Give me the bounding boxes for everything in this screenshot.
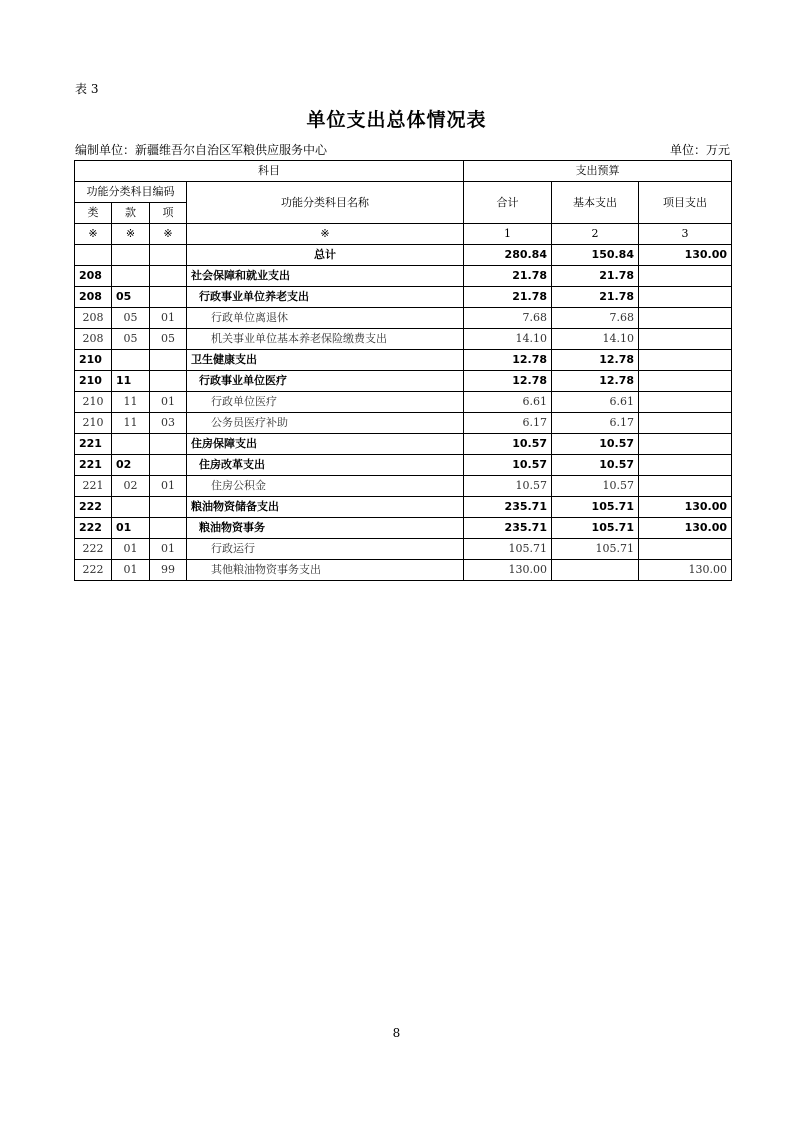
cell-basic: 105.71	[552, 518, 639, 539]
cell-basic: 21.78	[552, 287, 639, 308]
cell-project	[639, 371, 732, 392]
page-number: 8	[392, 1026, 401, 1040]
cell-kuan: 11	[112, 413, 150, 434]
cell-lei: 208	[75, 329, 112, 350]
table-row	[75, 497, 732, 518]
table-row	[75, 266, 732, 287]
cell-total: 105.71	[464, 539, 552, 560]
header-name: 功能分类科目名称	[187, 182, 464, 224]
cell-xiang	[150, 497, 187, 518]
cell-kuan	[112, 497, 150, 518]
cell-kuan: 11	[112, 392, 150, 413]
cell-kuan: 01	[112, 518, 150, 539]
header-code: 功能分类科目编码	[75, 182, 187, 203]
cell-name: 行政事业单位养老支出	[187, 287, 464, 308]
cell-total: 21.78	[464, 287, 552, 308]
total-total: 280.84	[464, 245, 552, 266]
cell-basic: 105.71	[552, 497, 639, 518]
cell-name: 粮油物资事务	[187, 518, 464, 539]
cell-basic: 14.10	[552, 329, 639, 350]
cell-kuan	[112, 434, 150, 455]
cell-total: 6.61	[464, 392, 552, 413]
cell-total: 235.71	[464, 518, 552, 539]
table-row	[75, 539, 732, 560]
cell-total: 10.57	[464, 455, 552, 476]
cell-lei: 210	[75, 392, 112, 413]
total-row	[75, 245, 732, 266]
cell-xiang: 03	[150, 413, 187, 434]
cell-basic: 105.71	[552, 539, 639, 560]
cell-xiang: 01	[150, 392, 187, 413]
mark-kuan: ※	[112, 224, 150, 245]
total-label: 总计	[187, 245, 464, 266]
cell-project	[639, 539, 732, 560]
page-title: 单位支出总体情况表	[306, 109, 487, 131]
cell-total: 12.78	[464, 350, 552, 371]
cell-basic: 6.61	[552, 392, 639, 413]
table-row	[75, 392, 732, 413]
total-empty-3	[150, 245, 187, 266]
header-total: 合计	[464, 182, 552, 224]
table-row	[75, 518, 732, 539]
cell-name: 卫生健康支出	[187, 350, 464, 371]
table-row	[75, 413, 732, 434]
cell-lei: 208	[75, 287, 112, 308]
header-budget: 支出预算	[464, 161, 732, 182]
cell-project	[639, 413, 732, 434]
cell-name: 其他粮油物资事务支出	[187, 560, 464, 581]
cell-project	[639, 350, 732, 371]
table-row	[75, 371, 732, 392]
cell-project	[639, 329, 732, 350]
cell-name: 机关事业单位基本养老保险缴费支出	[187, 329, 464, 350]
col-number-1: 1	[464, 224, 552, 245]
header-subject: 科目	[75, 161, 464, 182]
cell-name: 住房公积金	[187, 476, 464, 497]
cell-name: 粮油物资储备支出	[187, 497, 464, 518]
cell-lei: 222	[75, 518, 112, 539]
table-row	[75, 455, 732, 476]
cell-total: 235.71	[464, 497, 552, 518]
table-row	[75, 308, 732, 329]
cell-total: 10.57	[464, 434, 552, 455]
cell-xiang	[150, 266, 187, 287]
cell-basic: 6.17	[552, 413, 639, 434]
cell-project	[639, 392, 732, 413]
mark-lei: ※	[75, 224, 112, 245]
cell-lei: 221	[75, 455, 112, 476]
cell-project: 130.00	[639, 560, 732, 581]
total-project: 130.00	[639, 245, 732, 266]
cell-lei: 210	[75, 413, 112, 434]
cell-name: 住房保障支出	[187, 434, 464, 455]
cell-xiang	[150, 350, 187, 371]
cell-total: 14.10	[464, 329, 552, 350]
cell-kuan: 05	[112, 329, 150, 350]
cell-name: 行政运行	[187, 539, 464, 560]
cell-xiang	[150, 455, 187, 476]
cell-lei: 221	[75, 476, 112, 497]
cell-name: 社会保障和就业支出	[187, 266, 464, 287]
cell-basic: 21.78	[552, 266, 639, 287]
cell-kuan: 01	[112, 560, 150, 581]
cell-basic: 12.78	[552, 350, 639, 371]
cell-name: 行政单位离退休	[187, 308, 464, 329]
cell-basic: 12.78	[552, 371, 639, 392]
cell-kuan: 05	[112, 308, 150, 329]
cell-xiang	[150, 434, 187, 455]
cell-basic: 10.57	[552, 476, 639, 497]
cell-xiang: 01	[150, 476, 187, 497]
cell-xiang: 01	[150, 539, 187, 560]
table-row	[75, 350, 732, 371]
cell-total: 12.78	[464, 371, 552, 392]
cell-project: 130.00	[639, 497, 732, 518]
cell-basic: 10.57	[552, 434, 639, 455]
cell-kuan: 01	[112, 539, 150, 560]
table-row	[75, 476, 732, 497]
expenditure-table	[74, 160, 732, 581]
header-row-1	[75, 161, 732, 182]
header-row-4	[75, 224, 732, 245]
cell-project	[639, 455, 732, 476]
cell-total: 130.00	[464, 560, 552, 581]
cell-xiang: 99	[150, 560, 187, 581]
cell-lei: 222	[75, 497, 112, 518]
cell-xiang	[150, 371, 187, 392]
cell-kuan: 02	[112, 476, 150, 497]
cell-xiang	[150, 518, 187, 539]
cell-lei: 208	[75, 308, 112, 329]
cell-name: 公务员医疗补助	[187, 413, 464, 434]
header-lei: 类	[75, 203, 112, 224]
cell-kuan: 02	[112, 455, 150, 476]
cell-xiang: 05	[150, 329, 187, 350]
cell-basic: 7.68	[552, 308, 639, 329]
cell-lei: 222	[75, 539, 112, 560]
col-number-3: 3	[639, 224, 732, 245]
table-row	[75, 287, 732, 308]
table-row	[75, 434, 732, 455]
cell-project	[639, 308, 732, 329]
cell-xiang	[150, 287, 187, 308]
cell-kuan	[112, 266, 150, 287]
cell-project	[639, 434, 732, 455]
cell-total: 21.78	[464, 266, 552, 287]
cell-basic: 10.57	[552, 455, 639, 476]
total-empty-2	[112, 245, 150, 266]
header-row-2	[75, 182, 732, 203]
cell-project	[639, 476, 732, 497]
cell-total: 10.57	[464, 476, 552, 497]
cell-lei: 222	[75, 560, 112, 581]
cell-kuan: 05	[112, 287, 150, 308]
cell-total: 6.17	[464, 413, 552, 434]
total-basic: 150.84	[552, 245, 639, 266]
cell-basic	[552, 560, 639, 581]
cell-kuan	[112, 350, 150, 371]
cell-name: 行政单位医疗	[187, 392, 464, 413]
table-number: 表 3	[75, 82, 99, 96]
cell-total: 7.68	[464, 308, 552, 329]
header-xiang: 项	[150, 203, 187, 224]
cell-lei: 210	[75, 350, 112, 371]
mark-name: ※	[187, 224, 464, 245]
header-basic: 基本支出	[552, 182, 639, 224]
cell-project	[639, 287, 732, 308]
mark-xiang: ※	[150, 224, 187, 245]
header-kuan: 款	[112, 203, 150, 224]
cell-name: 住房改革支出	[187, 455, 464, 476]
header-project: 项目支出	[639, 182, 732, 224]
cell-xiang: 01	[150, 308, 187, 329]
table-row	[75, 329, 732, 350]
cell-project: 130.00	[639, 518, 732, 539]
col-number-2: 2	[552, 224, 639, 245]
cell-lei: 221	[75, 434, 112, 455]
table-row	[75, 560, 732, 581]
cell-project	[639, 266, 732, 287]
cell-name: 行政事业单位医疗	[187, 371, 464, 392]
cell-kuan: 11	[112, 371, 150, 392]
unit-info-row	[75, 141, 730, 157]
cell-lei: 210	[75, 371, 112, 392]
total-empty-1	[75, 245, 112, 266]
currency-unit: 单位：万元	[669, 143, 730, 157]
compiling-unit: 编制单位：新疆维吾尔自治区军粮供应服务中心	[75, 143, 328, 157]
cell-lei: 208	[75, 266, 112, 287]
